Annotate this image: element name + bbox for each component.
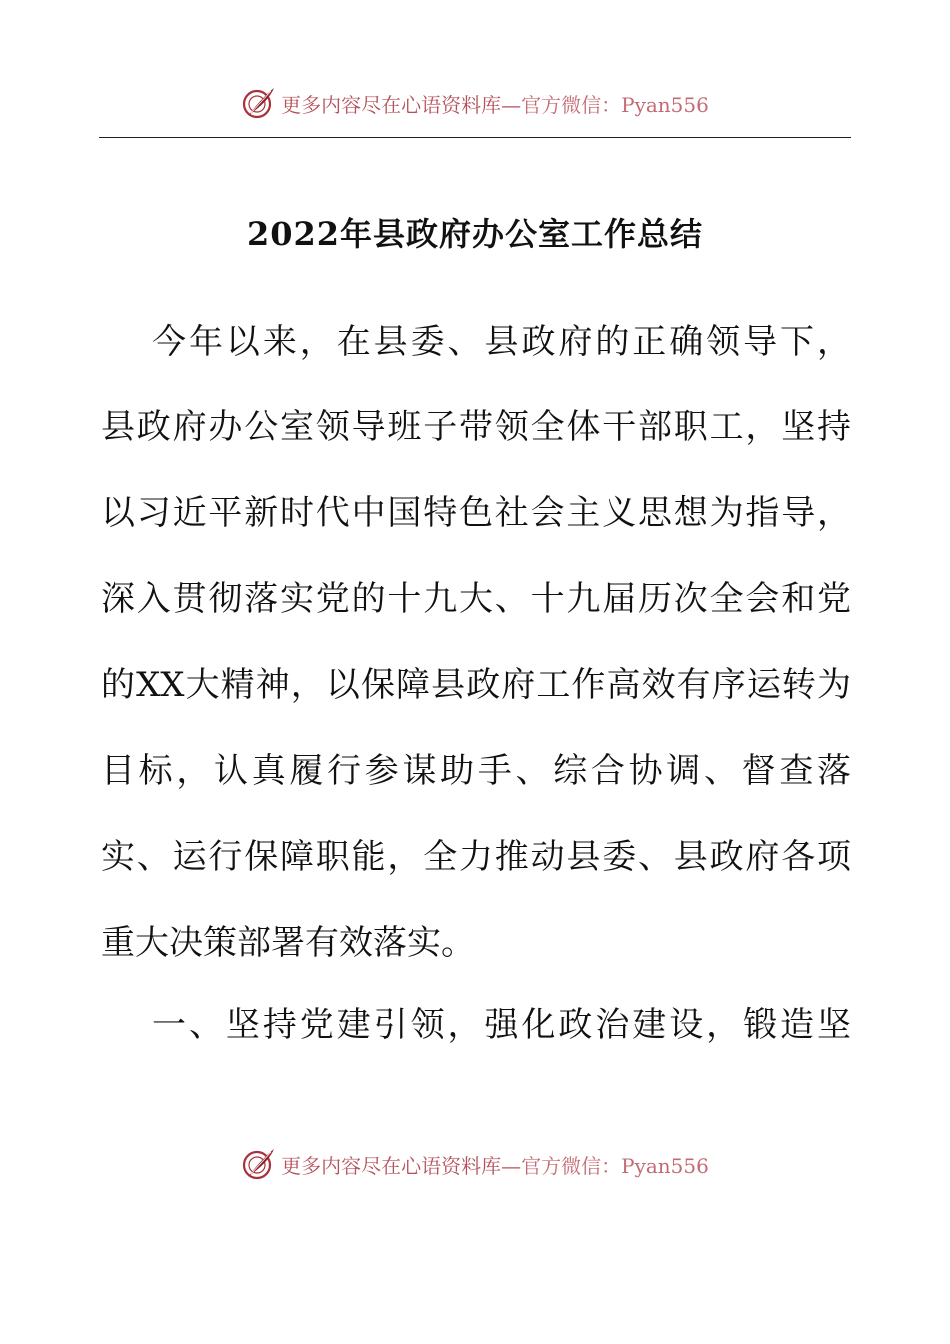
- header-banner: [0, 81, 950, 125]
- quill-pen-logo-icon: [241, 1146, 277, 1182]
- header-divider: [99, 137, 851, 138]
- paragraph-line: 县政府办公室领导班子带领全体干部职工，坚持: [101, 407, 851, 447]
- banner-text: 更多内容尽在心语资料库—官方微信：Pyan556: [281, 92, 709, 117]
- paragraph-line: 目标，认真履行参谋助手、综合协调、督查落: [101, 751, 851, 791]
- section-heading-line: 一、坚持党建引领，强化政治建设，锻造坚: [152, 1005, 851, 1045]
- footer-banner: [0, 1142, 950, 1186]
- paragraph-line: 重大决策部署有效落实。: [101, 923, 475, 963]
- banner-text: 更多内容尽在心语资料库—官方微信：Pyan556: [281, 1153, 709, 1178]
- paragraph-line: 深入贯彻落实党的十九大、十九届历次全会和党: [101, 579, 851, 619]
- paragraph-line: 今年以来，在县委、县政府的正确领导下，: [152, 322, 851, 362]
- quill-pen-logo-icon: [241, 85, 277, 121]
- paragraph-line: 以习近平新时代中国特色社会主义思想为指导，: [101, 493, 851, 533]
- document-title: 2022年县政府办公室工作总结: [246, 215, 704, 253]
- paragraph-line: 的XX大精神，以保障县政府工作高效有序运转为: [101, 665, 851, 705]
- paragraph-line: 实、运行保障职能，全力推动县委、县政府各项: [101, 837, 851, 877]
